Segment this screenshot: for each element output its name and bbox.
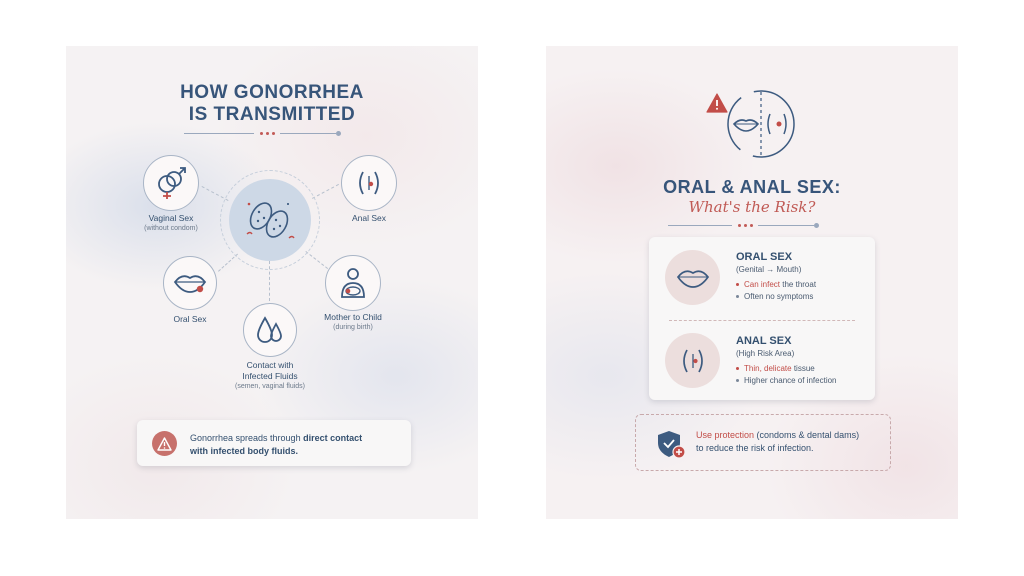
note-emphasis: direct contact — [303, 433, 363, 443]
oral-sex-label: Oral Sex — [173, 314, 207, 324]
oral-bullet-1-rest: the throat — [780, 280, 817, 289]
risk-card — [649, 237, 875, 400]
gender-symbols-icon — [143, 155, 199, 211]
protection-red: Use protection — [696, 430, 755, 440]
anal-bullet-1-red: Thin, delicate — [744, 364, 792, 373]
transmission-note-text — [190, 432, 362, 458]
connector-mother — [305, 251, 328, 269]
note-prefix: Gonorrhea spreads through — [190, 433, 304, 443]
right-title-line1: ORAL & ANAL SEX: — [663, 177, 841, 197]
right-title-divider-right — [758, 225, 814, 226]
fluid-drops-icon — [243, 303, 297, 357]
fluids-line1: Contact with — [246, 360, 294, 370]
right-title-divider-left — [668, 225, 732, 226]
right-title-dots — [738, 224, 753, 227]
oral-section-text — [736, 251, 816, 301]
vaginal-sex-sub: (without condom) — [144, 225, 198, 233]
risk-card-divider — [669, 320, 855, 321]
oral-lips-icon — [665, 250, 720, 305]
oral-bullet-1-red: Can infect — [744, 280, 781, 289]
oral-sub: (Genital → Mouth) — [736, 265, 802, 274]
transmission-note-card — [137, 420, 411, 466]
left-title-line2: IS TRANSMITTED — [188, 104, 356, 125]
left-title-divider-left — [184, 133, 254, 134]
transmission-panel — [66, 46, 478, 519]
warning-icon — [152, 431, 177, 456]
protection-line2: to reduce the risk of infection. — [696, 443, 814, 454]
header-illustration — [724, 86, 798, 162]
lips-icon — [163, 256, 217, 310]
anal-heading: ANAL SEX — [736, 335, 792, 347]
anal-pelvis-icon — [665, 333, 720, 388]
mother-child-title: Mother to Child — [324, 312, 382, 322]
left-title-line1: HOW GONORRHEA — [180, 82, 364, 103]
protection-text — [696, 429, 859, 455]
oral-bullet-2 — [736, 292, 816, 301]
risk-panel — [546, 46, 958, 519]
protection-box — [635, 414, 891, 471]
anal-section-text — [736, 335, 837, 385]
oral-heading: ORAL SEX — [736, 251, 793, 263]
mother-child-label — [303, 312, 403, 332]
bacteria-icon — [229, 179, 311, 261]
anal-bullet-1 — [736, 364, 837, 373]
vaginal-sex-label — [116, 213, 226, 233]
mother-child-sub: (during birth) — [333, 324, 373, 332]
pelvis-icon — [341, 155, 397, 211]
anal-bullet-2-text: Higher chance of infection — [744, 376, 837, 385]
anal-bullet-1-rest: tissue — [791, 364, 815, 373]
connector-anal — [312, 184, 339, 199]
left-title-dots — [260, 132, 275, 135]
oral-bullet-1 — [736, 280, 816, 289]
oral-bullet-2-text: Often no symptoms — [744, 292, 814, 301]
fluids-sub: (semen, vaginal fluids) — [234, 383, 306, 391]
fluids-label — [210, 360, 330, 391]
anal-sex-label: Anal Sex — [351, 213, 387, 223]
right-divider-end-dot — [814, 223, 819, 228]
left-title-divider-right — [280, 133, 336, 134]
mother-child-icon — [325, 255, 381, 311]
protection-rest: (condoms & dental dams) — [754, 430, 860, 440]
anal-sub: (High Risk Area) — [736, 349, 795, 358]
fluids-line2: Infected Fluids — [242, 371, 298, 382]
shield-plus-icon — [656, 429, 686, 459]
vaginal-sex-title: Vaginal Sex — [148, 213, 194, 223]
left-divider-end-dot — [336, 131, 341, 136]
anal-bullet-2 — [736, 376, 837, 385]
note-line2: with infected body fluids. — [190, 446, 298, 457]
right-title-line2: What's the Risk? — [688, 198, 816, 216]
header-warning-icon — [706, 93, 728, 113]
